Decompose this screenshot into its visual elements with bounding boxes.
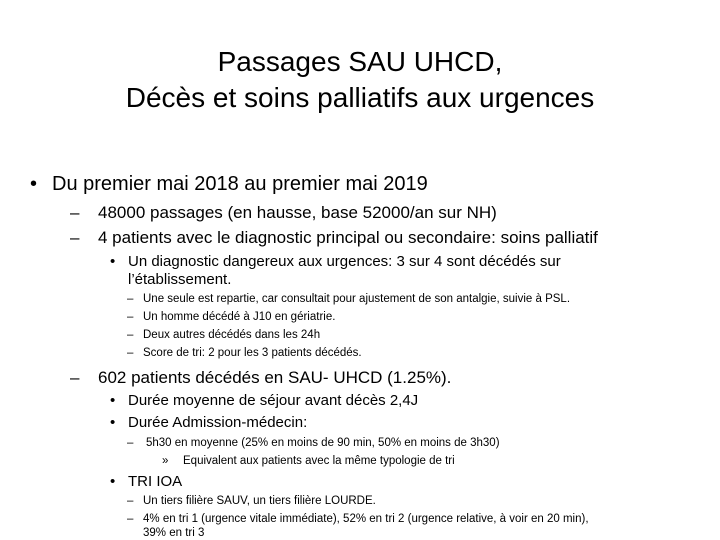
title-line-1: Passages SAU UHCD, bbox=[217, 46, 503, 77]
sub-5h30: 5h30 en moyenne (25% en moins de 90 min, 50% en moins de 3h30) bbox=[146, 437, 500, 449]
bullet-marker: • bbox=[110, 414, 116, 431]
dash-marker: – bbox=[70, 203, 80, 222]
arrow-marker: » bbox=[162, 455, 169, 467]
bullet-marker: • bbox=[110, 253, 116, 270]
dash-marker: – bbox=[127, 513, 134, 525]
sub-tri1-line-1: 4% en tri 1 (urgence vitale immédiate), 52% en tri 2 (urgence relative, à voir en 20 min), bbox=[143, 513, 589, 525]
bullet-duree-admission: Durée Admission-médecin: bbox=[128, 414, 308, 431]
sub-tri1-line-2: 39% en tri 3 bbox=[143, 527, 205, 539]
slide-title bbox=[60, 44, 660, 116]
bullet-dangereux-line-2: l’établissement. bbox=[128, 271, 232, 288]
bullet-period: Du premier mai 2018 au premier mai 2019 bbox=[52, 173, 428, 195]
dash-marker: – bbox=[127, 293, 134, 305]
bullet-deces: 602 patients décédés en SAU- UHCD (1.25%). bbox=[98, 368, 452, 387]
dash-marker: – bbox=[70, 228, 80, 247]
bullet-palliatif: 4 patients avec le diagnostic principal ou secondaire: soins palliatif bbox=[98, 228, 598, 247]
bullet-marker: • bbox=[110, 473, 116, 490]
bullet-marker: • bbox=[30, 173, 38, 195]
dash-marker: – bbox=[70, 368, 80, 387]
title-line-2: Décès et soins palliatifs aux urgences bbox=[125, 82, 595, 113]
bullet-marker: • bbox=[110, 392, 116, 409]
bullet-passages: 48000 passages (en hausse, base 52000/an sur NH) bbox=[98, 203, 497, 222]
sub-tiers: Un tiers filière SAUV, un tiers filière LOURDE. bbox=[143, 495, 376, 507]
sub-deux: Deux autres décédés dans les 24h bbox=[143, 329, 321, 341]
dash-marker: – bbox=[127, 329, 134, 341]
sub-equivalent: Equivalent aux patients avec la même typologie de tri bbox=[183, 455, 455, 467]
sub-repartie: Une seule est repartie, car consultait pour ajustement de son antalgie, suivie à PSL. bbox=[143, 293, 571, 305]
dash-marker: – bbox=[127, 311, 134, 323]
dash-marker: – bbox=[127, 347, 134, 359]
bullet-duree-sejour: Durée moyenne de séjour avant décès 2,4J bbox=[128, 392, 419, 409]
dash-marker: – bbox=[127, 437, 134, 449]
dash-marker: – bbox=[127, 495, 134, 507]
sub-homme: Un homme décédé à J10 en gériatrie. bbox=[143, 311, 336, 323]
bullet-dangereux-line-1: Un diagnostic dangereux aux urgences: 3 sur 4 sont décédés sur bbox=[128, 253, 561, 270]
sub-score: Score de tri: 2 pour les 3 patients décédés. bbox=[143, 347, 362, 359]
bullet-tri-ioa: TRI IOA bbox=[128, 473, 183, 490]
